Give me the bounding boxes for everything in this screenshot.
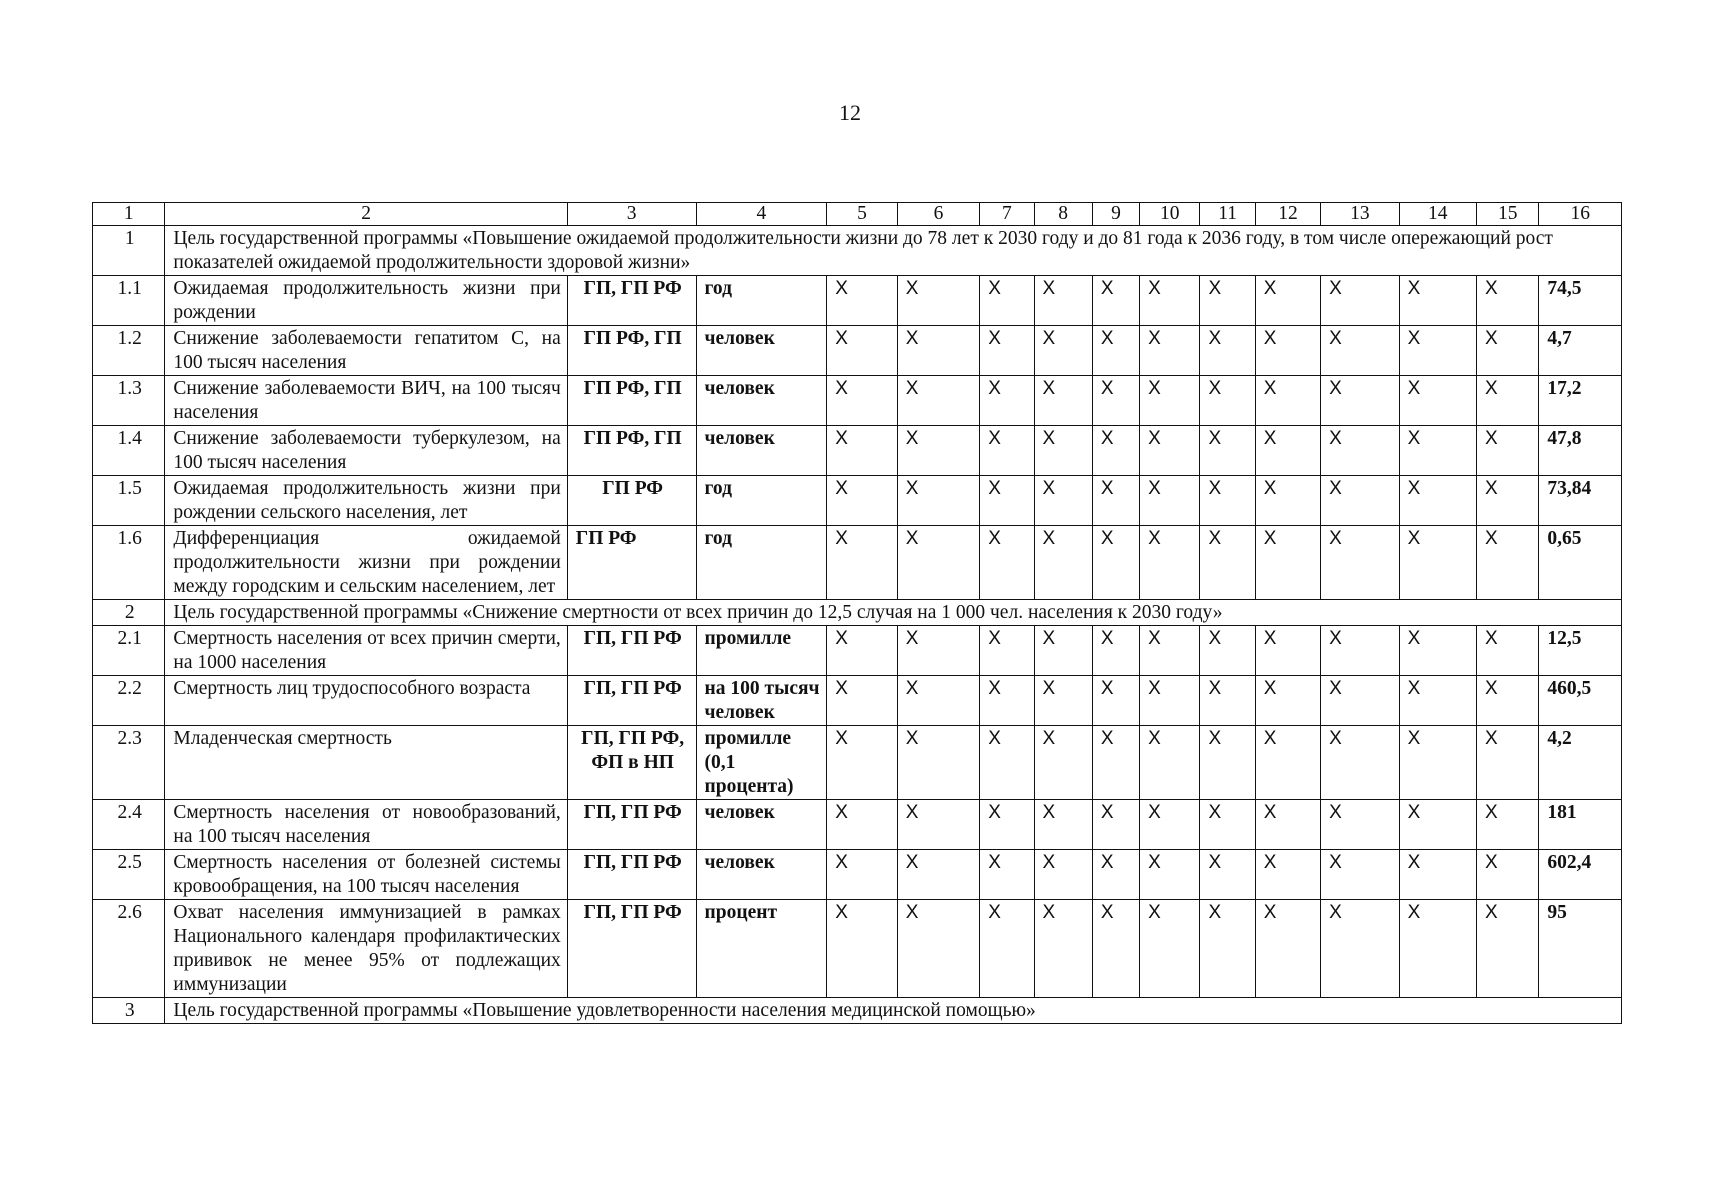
x-mark-cell: Х — [1255, 676, 1320, 726]
header-cell: 8 — [1034, 203, 1092, 226]
x-mark-cell: Х — [1200, 476, 1255, 526]
x-mark-cell: Х — [1140, 476, 1200, 526]
x-mark-cell: Х — [827, 800, 897, 850]
x-mark-cell: Х — [1092, 626, 1139, 676]
row-number: 1.6 — [93, 526, 165, 600]
x-mark-cell: Х — [1477, 900, 1539, 998]
x-mark-cell: Х — [897, 376, 979, 426]
x-mark-cell: Х — [1321, 850, 1399, 900]
row-number: 2.6 — [93, 900, 165, 998]
x-mark-cell: Х — [1477, 426, 1539, 476]
target-value-cell: 17,2 — [1539, 376, 1622, 426]
x-mark-cell: Х — [1034, 476, 1092, 526]
row-number: 2.2 — [93, 676, 165, 726]
x-mark-cell: Х — [1399, 426, 1476, 476]
x-mark-cell: Х — [1255, 800, 1320, 850]
x-mark-cell: Х — [897, 626, 979, 676]
row-number: 1.5 — [93, 476, 165, 526]
x-mark-cell: Х — [1092, 276, 1139, 326]
indicator-row — [93, 900, 1622, 998]
x-mark-cell: Х — [1255, 726, 1320, 800]
indicator-row — [93, 850, 1622, 900]
indicator-name: Смертность лиц трудоспособного возраста — [165, 676, 567, 726]
x-mark-cell: Х — [1477, 476, 1539, 526]
target-value-cell: 4,2 — [1539, 726, 1622, 800]
x-mark-cell: Х — [980, 276, 1034, 326]
x-mark-cell: Х — [1399, 276, 1476, 326]
x-mark-cell: Х — [980, 526, 1034, 600]
row-number: 2.5 — [93, 850, 165, 900]
unit-cell: на 100 тысяч человек — [696, 676, 827, 726]
row-number: 1.4 — [93, 426, 165, 476]
x-mark-cell: Х — [827, 676, 897, 726]
x-mark-cell: Х — [1140, 426, 1200, 476]
responsible-cell: ГП, ГП РФ — [567, 800, 696, 850]
x-mark-cell: Х — [1034, 800, 1092, 850]
x-mark-cell: Х — [1255, 426, 1320, 476]
x-mark-cell: Х — [1321, 726, 1399, 800]
table-body — [93, 203, 1622, 1024]
indicator-row — [93, 426, 1622, 476]
x-mark-cell: Х — [1092, 800, 1139, 850]
x-mark-cell: Х — [897, 476, 979, 526]
header-cell: 12 — [1255, 203, 1320, 226]
x-mark-cell: Х — [1255, 376, 1320, 426]
indicator-row — [93, 476, 1622, 526]
row-number: 1 — [93, 226, 165, 276]
x-mark-cell: Х — [1140, 326, 1200, 376]
x-mark-cell: Х — [1092, 426, 1139, 476]
x-mark-cell: Х — [897, 900, 979, 998]
responsible-cell: ГП РФ, ГП — [567, 426, 696, 476]
responsible-cell: ГП РФ, ГП — [567, 376, 696, 426]
x-mark-cell: Х — [1399, 900, 1476, 998]
x-mark-cell: Х — [1477, 326, 1539, 376]
x-mark-cell: Х — [897, 726, 979, 800]
x-mark-cell: Х — [1255, 326, 1320, 376]
x-mark-cell: Х — [980, 426, 1034, 476]
responsible-cell: ГП РФ — [567, 526, 696, 600]
page-number: 12 — [839, 100, 861, 125]
row-number: 2 — [93, 600, 165, 626]
x-mark-cell: Х — [1034, 726, 1092, 800]
x-mark-cell: Х — [897, 800, 979, 850]
x-mark-cell: Х — [897, 276, 979, 326]
x-mark-cell: Х — [1034, 526, 1092, 600]
x-mark-cell: Х — [1034, 326, 1092, 376]
x-mark-cell: Х — [827, 850, 897, 900]
x-mark-cell: Х — [1092, 476, 1139, 526]
x-mark-cell: Х — [1034, 626, 1092, 676]
x-mark-cell: Х — [1477, 526, 1539, 600]
x-mark-cell: Х — [980, 326, 1034, 376]
x-mark-cell: Х — [1140, 526, 1200, 600]
x-mark-cell: Х — [1200, 426, 1255, 476]
unit-cell: год — [696, 276, 827, 326]
x-mark-cell: Х — [1034, 376, 1092, 426]
target-value-cell: 12,5 — [1539, 626, 1622, 676]
target-value-cell: 4,7 — [1539, 326, 1622, 376]
indicator-name: Охват населения иммунизацией в рамках Национального календаря профилактических прививок не менее 95% от подлежащих иммунизации — [165, 900, 567, 998]
x-mark-cell: Х — [1034, 676, 1092, 726]
x-mark-cell: Х — [980, 626, 1034, 676]
x-mark-cell: Х — [1140, 276, 1200, 326]
unit-cell: промилле (0,1 процента) — [696, 726, 827, 800]
responsible-cell: ГП, ГП РФ — [567, 850, 696, 900]
x-mark-cell: Х — [1200, 276, 1255, 326]
x-mark-cell: Х — [897, 426, 979, 476]
x-mark-cell: Х — [1092, 526, 1139, 600]
x-mark-cell: Х — [1200, 726, 1255, 800]
x-mark-cell: Х — [980, 800, 1034, 850]
x-mark-cell: Х — [897, 526, 979, 600]
x-mark-cell: Х — [897, 676, 979, 726]
x-mark-cell: Х — [1200, 326, 1255, 376]
x-mark-cell: Х — [897, 326, 979, 376]
x-mark-cell: Х — [1140, 800, 1200, 850]
x-mark-cell: Х — [1477, 676, 1539, 726]
row-number: 1.1 — [93, 276, 165, 326]
indicator-row — [93, 526, 1622, 600]
x-mark-cell: Х — [1477, 376, 1539, 426]
goal-row — [93, 226, 1622, 276]
x-mark-cell: Х — [1200, 850, 1255, 900]
header-cell: 2 — [165, 203, 567, 226]
unit-cell: человек — [696, 850, 827, 900]
indicator-name: Снижение заболеваемости ВИЧ, на 100 тысяч населения — [165, 376, 567, 426]
x-mark-cell: Х — [827, 426, 897, 476]
indicator-name: Младенческая смертность — [165, 726, 567, 800]
x-mark-cell: Х — [1140, 900, 1200, 998]
x-mark-cell: Х — [827, 476, 897, 526]
responsible-cell: ГП, ГП РФ — [567, 900, 696, 998]
x-mark-cell: Х — [1321, 900, 1399, 998]
x-mark-cell: Х — [1200, 376, 1255, 426]
x-mark-cell: Х — [827, 900, 897, 998]
header-cell: 5 — [827, 203, 897, 226]
unit-cell: человек — [696, 800, 827, 850]
target-value-cell: 74,5 — [1539, 276, 1622, 326]
responsible-cell: ГП РФ — [567, 476, 696, 526]
responsible-cell: ГП, ГП РФ — [567, 676, 696, 726]
x-mark-cell: Х — [1399, 326, 1476, 376]
x-mark-cell: Х — [980, 476, 1034, 526]
x-mark-cell: Х — [1399, 850, 1476, 900]
target-value-cell: 602,4 — [1539, 850, 1622, 900]
indicator-row — [93, 376, 1622, 426]
x-mark-cell: Х — [1321, 676, 1399, 726]
indicator-name: Ожидаемая продолжительность жизни при рождении сельского населения, лет — [165, 476, 567, 526]
header-cell: 14 — [1399, 203, 1476, 226]
target-value-cell: 0,65 — [1539, 526, 1622, 600]
responsible-cell: ГП, ГП РФ — [567, 276, 696, 326]
unit-cell: человек — [696, 326, 827, 376]
header-cell: 7 — [980, 203, 1034, 226]
indicator-name: Смертность населения от болезней системы кровообращения, на 100 тысяч населения — [165, 850, 567, 900]
responsible-cell: ГП РФ, ГП — [567, 326, 696, 376]
x-mark-cell: Х — [980, 726, 1034, 800]
x-mark-cell: Х — [1200, 676, 1255, 726]
row-number: 1.3 — [93, 376, 165, 426]
row-number: 1.2 — [93, 326, 165, 376]
x-mark-cell: Х — [1034, 850, 1092, 900]
x-mark-cell: Х — [1399, 726, 1476, 800]
indicator-row — [93, 676, 1622, 726]
x-mark-cell: Х — [1477, 800, 1539, 850]
header-cell: 11 — [1200, 203, 1255, 226]
x-mark-cell: Х — [1092, 726, 1139, 800]
unit-cell: год — [696, 476, 827, 526]
x-mark-cell: Х — [1092, 900, 1139, 998]
row-number: 3 — [93, 998, 165, 1024]
indicator-name: Снижение заболеваемости туберкулезом, на 100 тысяч населения — [165, 426, 567, 476]
x-mark-cell: Х — [1140, 626, 1200, 676]
x-mark-cell: Х — [1140, 850, 1200, 900]
x-mark-cell: Х — [1255, 626, 1320, 676]
x-mark-cell: Х — [1321, 476, 1399, 526]
x-mark-cell: Х — [980, 676, 1034, 726]
x-mark-cell: Х — [980, 376, 1034, 426]
x-mark-cell: Х — [1477, 726, 1539, 800]
x-mark-cell: Х — [1200, 900, 1255, 998]
x-mark-cell: Х — [897, 850, 979, 900]
x-mark-cell: Х — [1399, 626, 1476, 676]
target-value-cell: 95 — [1539, 900, 1622, 998]
goal-text: Цель государственной программы «Снижение смертности от всех причин до 12,5 случая на 1 000 чел. населения к 2030 году» — [165, 600, 1622, 626]
row-number: 2.4 — [93, 800, 165, 850]
x-mark-cell: Х — [827, 526, 897, 600]
x-mark-cell: Х — [827, 376, 897, 426]
x-mark-cell: Х — [1399, 376, 1476, 426]
x-mark-cell: Х — [1140, 726, 1200, 800]
x-mark-cell: Х — [1092, 376, 1139, 426]
target-value-cell: 460,5 — [1539, 676, 1622, 726]
x-mark-cell: Х — [980, 900, 1034, 998]
x-mark-cell: Х — [1034, 276, 1092, 326]
x-mark-cell: Х — [1092, 676, 1139, 726]
row-number: 2.3 — [93, 726, 165, 800]
x-mark-cell: Х — [1321, 526, 1399, 600]
x-mark-cell: Х — [1399, 526, 1476, 600]
target-value-cell: 47,8 — [1539, 426, 1622, 476]
header-cell: 3 — [567, 203, 696, 226]
target-value-cell: 73,84 — [1539, 476, 1622, 526]
goal-text: Цель государственной программы «Повышение ожидаемой продолжительности жизни до 78 лет к 2030 году и до 81 года к 2036 году, в том числе опережающий рост показателей ожидаемой продолжительности здоровой жизни» — [165, 226, 1622, 276]
x-mark-cell: Х — [1200, 626, 1255, 676]
x-mark-cell: Х — [827, 626, 897, 676]
x-mark-cell: Х — [1200, 800, 1255, 850]
x-mark-cell: Х — [1255, 526, 1320, 600]
unit-cell: человек — [696, 376, 827, 426]
x-mark-cell: Х — [1477, 626, 1539, 676]
indicator-row — [93, 326, 1622, 376]
x-mark-cell: Х — [1140, 376, 1200, 426]
indicator-name: Дифференциация ожидаемой продолжительности жизни при рождении между городским и сельским населением, лет — [165, 526, 567, 600]
x-mark-cell: Х — [1399, 476, 1476, 526]
x-mark-cell: Х — [1255, 850, 1320, 900]
x-mark-cell: Х — [827, 326, 897, 376]
header-cell: 6 — [897, 203, 979, 226]
indicator-row — [93, 800, 1622, 850]
x-mark-cell: Х — [1477, 276, 1539, 326]
responsible-cell: ГП, ГП РФ — [567, 626, 696, 676]
goal-row — [93, 600, 1622, 626]
unit-cell: промилле — [696, 626, 827, 676]
x-mark-cell: Х — [1321, 800, 1399, 850]
target-value-cell: 181 — [1539, 800, 1622, 850]
header-cell: 4 — [696, 203, 827, 226]
header-cell: 13 — [1321, 203, 1399, 226]
x-mark-cell: Х — [1140, 676, 1200, 726]
responsible-cell: ГП, ГП РФ, ФП в НП — [567, 726, 696, 800]
indicator-name: Смертность населения от всех причин смерти, на 1000 населения — [165, 626, 567, 676]
x-mark-cell: Х — [1321, 376, 1399, 426]
x-mark-cell: Х — [1034, 426, 1092, 476]
header-cell: 1 — [93, 203, 165, 226]
table-header-row — [93, 203, 1622, 226]
indicator-name: Снижение заболеваемости гепатитом С, на 100 тысяч населения — [165, 326, 567, 376]
x-mark-cell: Х — [1321, 326, 1399, 376]
x-mark-cell: Х — [827, 726, 897, 800]
unit-cell: человек — [696, 426, 827, 476]
x-mark-cell: Х — [1200, 526, 1255, 600]
x-mark-cell: Х — [1255, 900, 1320, 998]
goal-text: Цель государственной программы «Повышение удовлетворенности населения медицинской помощью» — [165, 998, 1622, 1024]
header-cell: 16 — [1539, 203, 1622, 226]
row-number: 2.1 — [93, 626, 165, 676]
x-mark-cell: Х — [1399, 800, 1476, 850]
x-mark-cell: Х — [1092, 326, 1139, 376]
x-mark-cell: Х — [1399, 676, 1476, 726]
x-mark-cell: Х — [1321, 426, 1399, 476]
header-cell: 10 — [1140, 203, 1200, 226]
x-mark-cell: Х — [1321, 276, 1399, 326]
x-mark-cell: Х — [827, 276, 897, 326]
header-cell: 9 — [1092, 203, 1139, 226]
x-mark-cell: Х — [1477, 850, 1539, 900]
indicator-name: Смертность населения от новообразований, на 100 тысяч населения — [165, 800, 567, 850]
goal-row — [93, 998, 1622, 1024]
indicators-table — [92, 202, 1622, 1024]
unit-cell: процент — [696, 900, 827, 998]
x-mark-cell: Х — [1321, 626, 1399, 676]
x-mark-cell: Х — [980, 850, 1034, 900]
indicator-row — [93, 276, 1622, 326]
header-cell: 15 — [1477, 203, 1539, 226]
unit-cell: год — [696, 526, 827, 600]
x-mark-cell: Х — [1034, 900, 1092, 998]
x-mark-cell: Х — [1255, 476, 1320, 526]
x-mark-cell: Х — [1092, 850, 1139, 900]
x-mark-cell: Х — [1255, 276, 1320, 326]
indicator-row — [93, 726, 1622, 800]
indicator-row — [93, 626, 1622, 676]
indicator-name: Ожидаемая продолжительность жизни при рождении — [165, 276, 567, 326]
